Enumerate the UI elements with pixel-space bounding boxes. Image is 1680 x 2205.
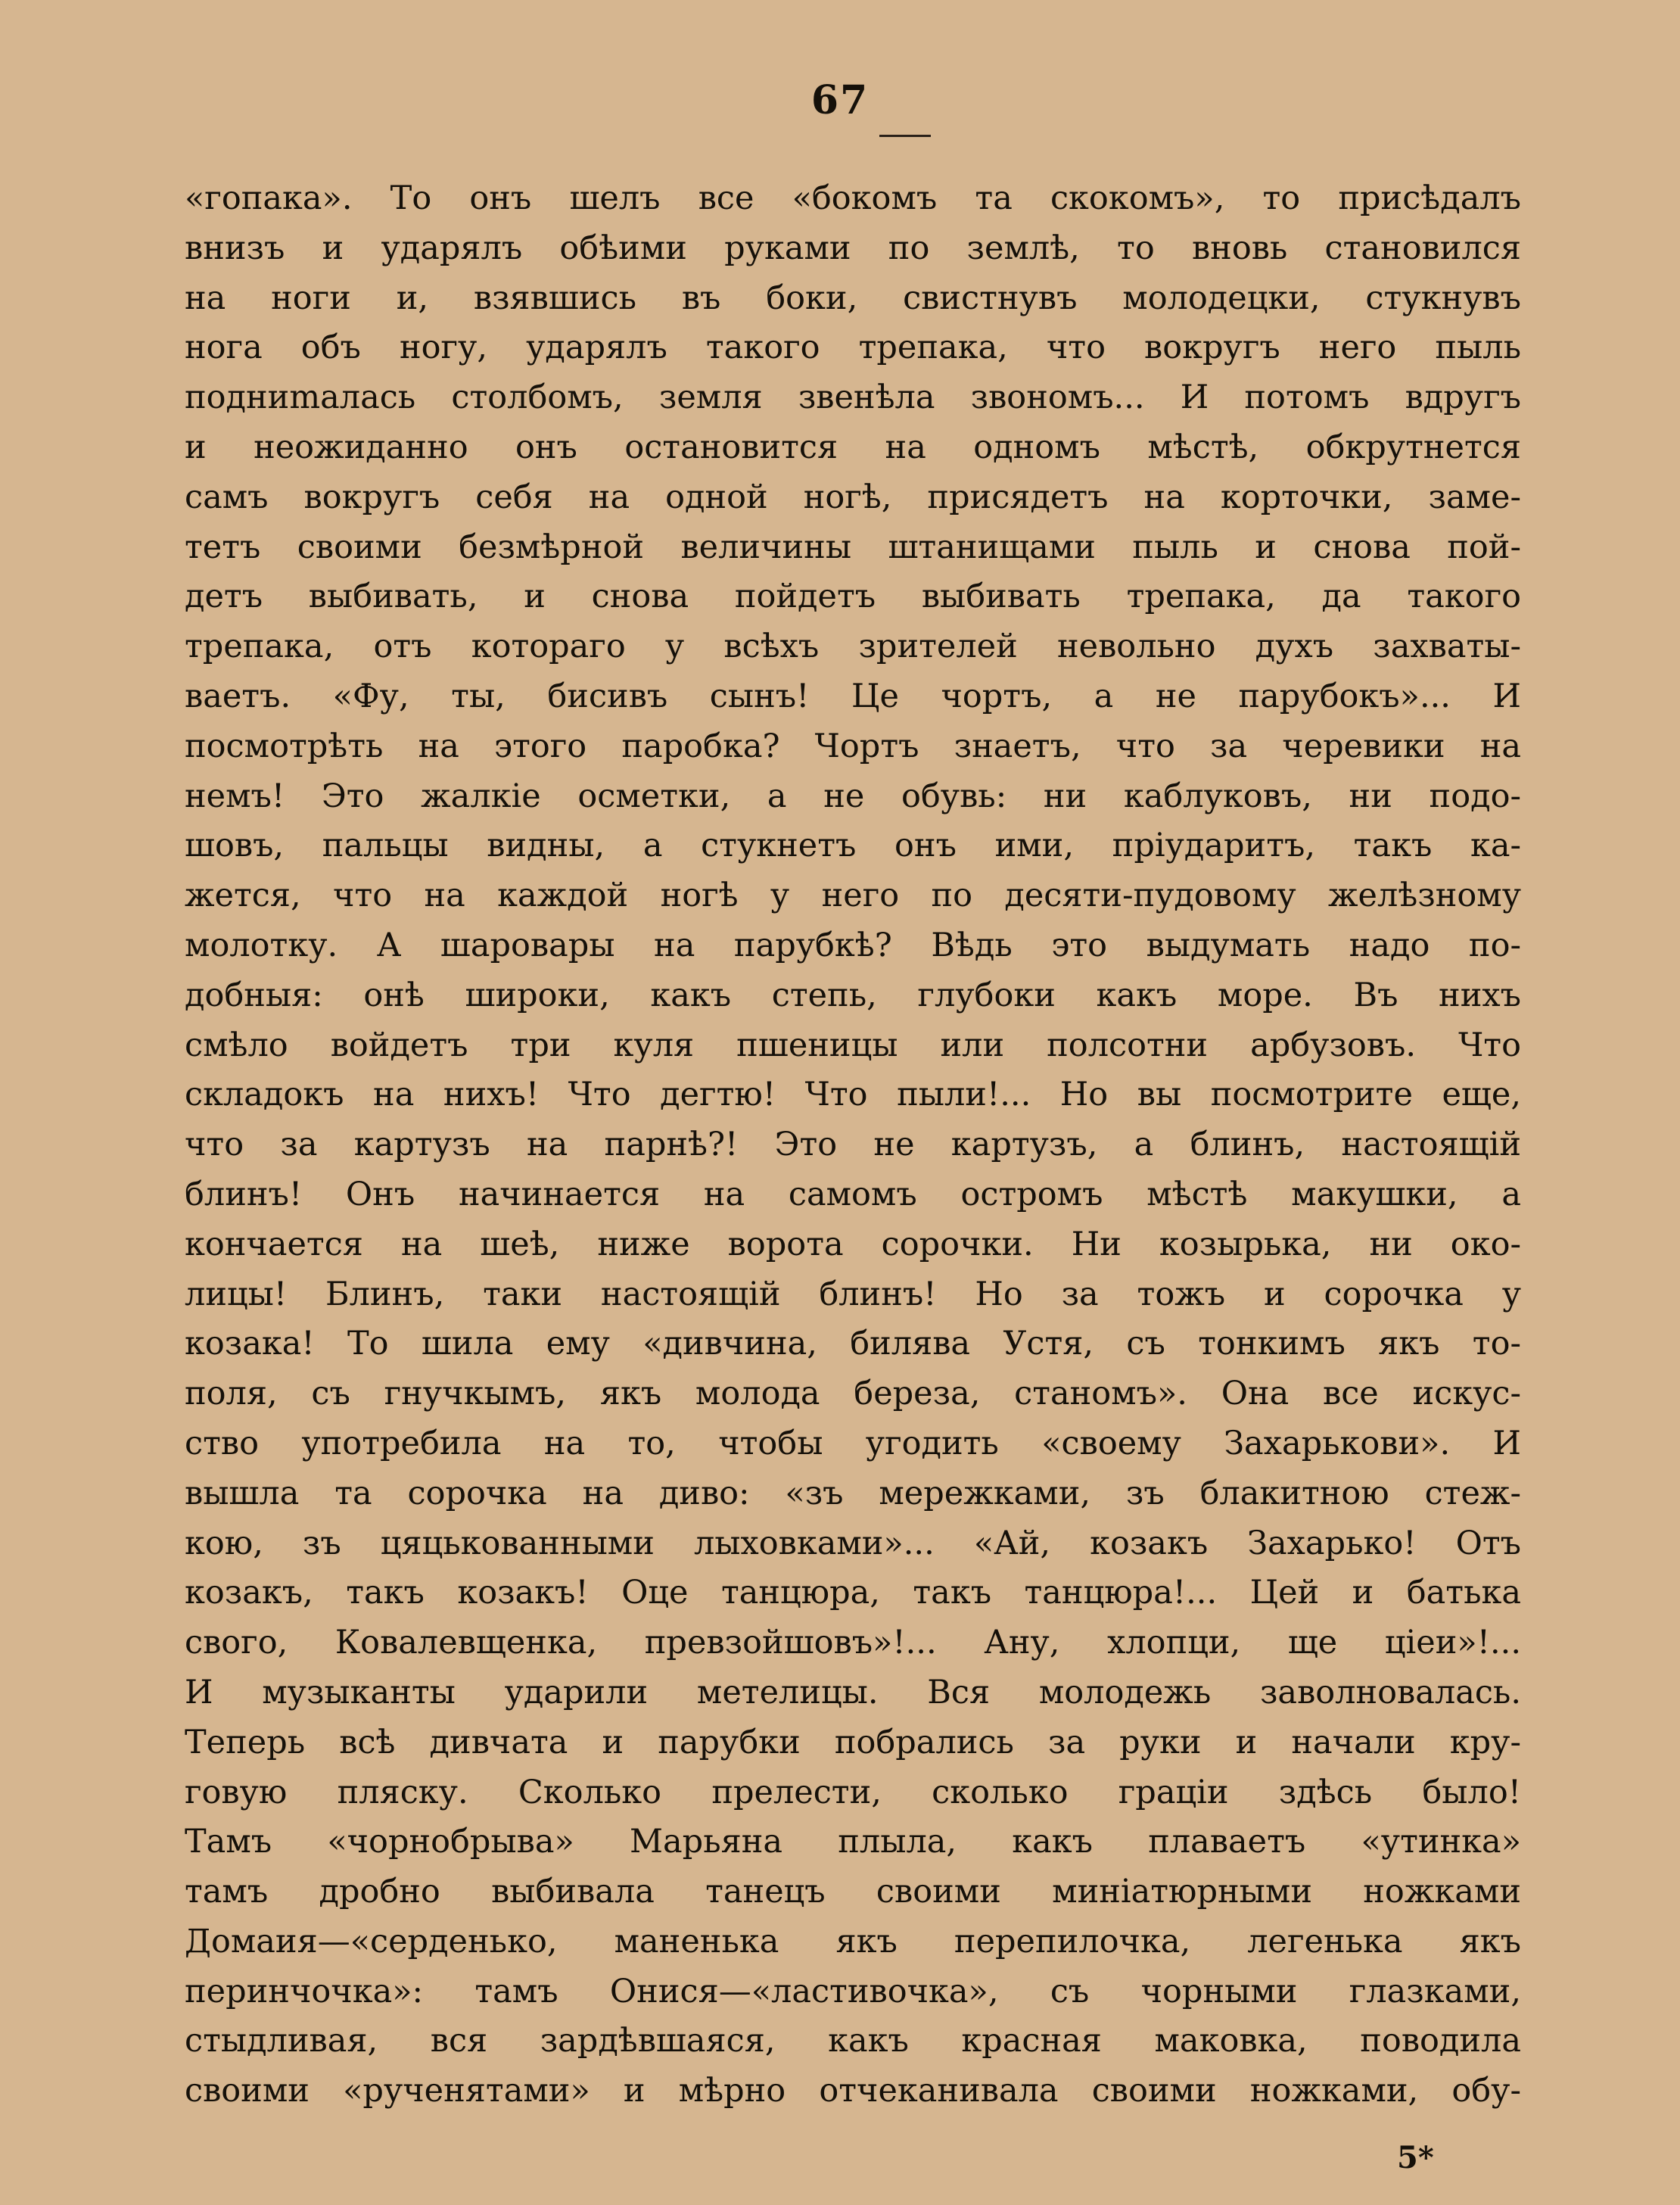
text-line: кою, зъ цяцькованными лыховками»... «Ай, козакъ Захарько! Отъ <box>185 1524 1521 1562</box>
text-line: и неожиданно онъ остановится на одномъ мѣстѣ, обкрутнется <box>185 428 1521 466</box>
text-line: молотку. А шаровары на парубкѣ? Вѣдь это выдумать надо по- <box>185 926 1521 964</box>
text-line: Теперь всѣ дивчата и парубки побрались за руки и начали кру- <box>185 1723 1521 1761</box>
text-line: жется, что на каждой ногѣ у него по десяти-пудовому желѣзному <box>185 877 1521 915</box>
text-line: трепака, отъ котораго у всѣхъ зрителей невольно духъ захваты- <box>185 628 1521 666</box>
text-line: стыдливая, вся зардѣвшаяся, какъ красная маковка, поводила <box>185 2022 1521 2060</box>
text-line: смѣло войдетъ три куля пшеницы или полсотни арбузовъ. Что <box>185 1026 1521 1064</box>
text-line: ваетъ. «Фу, ты, бисивъ сынъ! Це чортъ, а не парубокъ»... И <box>185 677 1521 715</box>
text-line: на ноги и, взявшись въ боки, свистнувъ молодецки, стукнувъ <box>185 279 1521 317</box>
text-line: тетъ своими безмѣрной величины штанищами пыль и снова пой- <box>185 528 1521 566</box>
text-line: свого, Ковалевщенка, превзойшовъ»!... Ану, хлопци, ще цiеи»!... <box>185 1624 1521 1662</box>
text-line: тамъ дробно выбивала танецъ своими миніатюрными ножками <box>185 1873 1521 1911</box>
text-line: внизъ и ударялъ обѣими руками по землѣ, то вновь становился <box>185 229 1521 267</box>
text-line: самъ вокругъ себя на одной ногѣ, присядетъ на корточки, заме- <box>185 478 1521 516</box>
text-line: Тамъ «чорнобрыва» Марьяна плыла, какъ плаваетъ «утинка» <box>185 1823 1521 1861</box>
text-line: перинчочка»: тамъ Онися—«ластивочка», съ чорными глазками, <box>185 1972 1521 2010</box>
text-line: кончается на шеѣ, ниже ворота сорочки. Ни козырька, ни око- <box>185 1225 1521 1263</box>
text-line: блинъ! Онъ начинается на самомъ остромъ мѣстѣ макушки, а <box>185 1175 1521 1213</box>
page-number-rule <box>879 135 931 137</box>
text-line: поля, съ гнучкымъ, якъ молода береза, станомъ». Она все искус- <box>185 1375 1521 1413</box>
text-line: шовъ, пальцы видны, а стукнетъ онъ ими, пріударитъ, такъ ка- <box>185 827 1521 865</box>
text-line: подниmалась столбомъ, земля звенѣла звономъ... И потомъ вдругъ <box>185 378 1521 417</box>
text-line: что за картузъ на парнѣ?! Это не картузъ, а блинъ, настоящій <box>185 1126 1521 1164</box>
text-line: «гопака». То онъ шелъ все «бокомъ та скокомъ», то присѣдалъ <box>185 179 1521 217</box>
printer-signature: 5* <box>1397 2140 1434 2175</box>
body-text <box>185 174 1521 2116</box>
text-line: говую пляску. Сколько прелести, сколько граціи здѣсь было! <box>185 1773 1521 1811</box>
text-line: И музыканты ударили метелицы. Вся молодежь заволновалась. <box>185 1673 1521 1711</box>
text-line: лицы! Блинъ, таки настоящій блинъ! Но за тожъ и сорочка у <box>185 1275 1521 1313</box>
text-line: детъ выбивать, и снова пойдетъ выбивать трепака, да такого <box>185 578 1521 616</box>
text-line: немъ! Это жалкіе осметки, а не обувь: ни каблуковъ, ни подо- <box>185 777 1521 815</box>
text-line: добныя: онѣ широки, какъ степь, глубоки какъ море. Въ нихъ <box>185 976 1521 1014</box>
text-line: складокъ на нихъ! Что дегтю! Что пыли!... Но вы посмотрите еще, <box>185 1076 1521 1114</box>
text-line: ство употребила на то, чтобы угодить «своему Захарькови». И <box>185 1424 1521 1462</box>
text-line: вышла та сорочка на диво: «зъ мережками, зъ блакитною стеж- <box>185 1474 1521 1512</box>
text-line: козакъ, такъ козакъ! Оце танцюра, такъ танцюра!... Цей и батька <box>185 1574 1521 1612</box>
text-line: своими «рученятами» и мѣрно отчеканивала своими ножками, обу- <box>185 2072 1521 2110</box>
text-line: козака! То шила ему «дивчина, билява Устя, съ тонкимъ якъ то- <box>185 1325 1521 1363</box>
text-line: посмотрѣть на этого паробка? Чортъ знаетъ, что за черевики на <box>185 727 1521 765</box>
text-line: Домаия—«серденько, маненька якъ перепилочка, легенька якъ <box>185 1922 1521 1961</box>
text-line: нога объ ногу, ударялъ такого трепака, что вокругъ него пыль <box>185 329 1521 367</box>
page-number: 67 <box>810 77 870 123</box>
